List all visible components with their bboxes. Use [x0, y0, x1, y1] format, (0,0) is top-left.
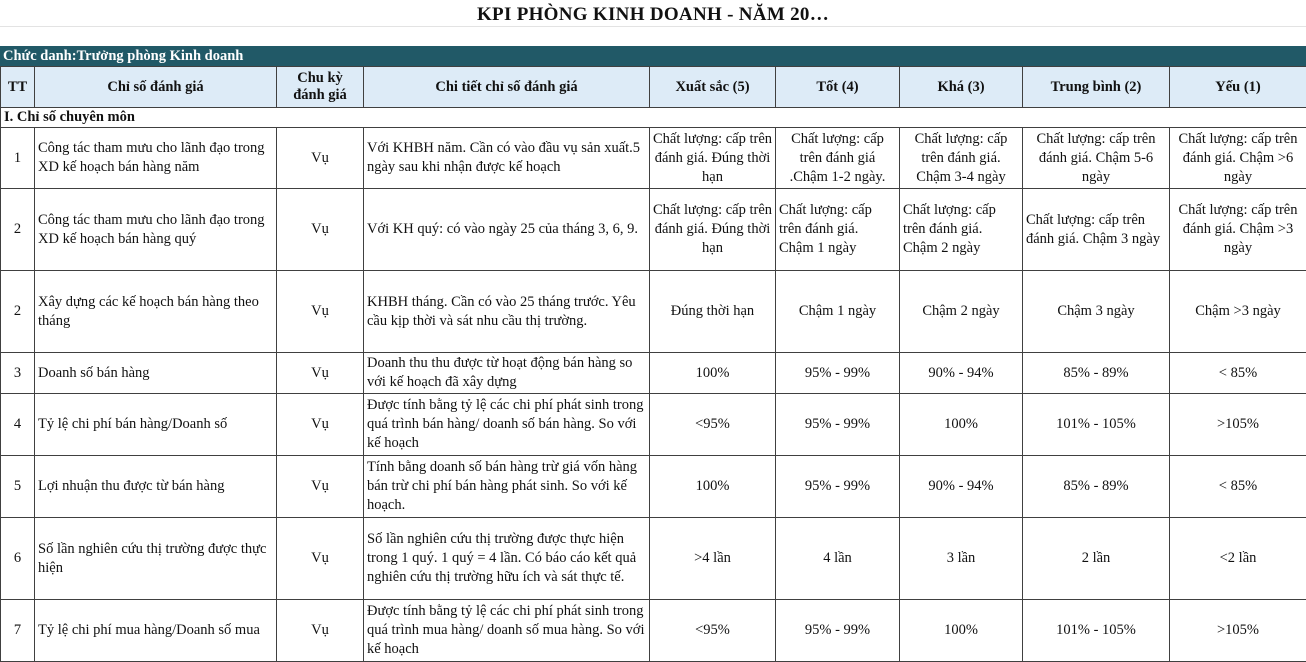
row-excellent: 100% — [650, 456, 776, 518]
row-fair: Chậm 2 ngày — [900, 271, 1023, 353]
row-cycle: Vụ — [277, 189, 364, 271]
row-average: 85% - 89% — [1023, 353, 1170, 394]
row-cycle: Vụ — [277, 600, 364, 662]
row-good: 95% - 99% — [776, 353, 900, 394]
row-tt: 1 — [1, 128, 35, 189]
page-title: KPI PHÒNG KINH DOANH - NĂM 20… — [0, 0, 1306, 30]
row-average: 101% - 105% — [1023, 394, 1170, 456]
table-row — [1, 189, 1306, 271]
row-tt: 4 — [1, 394, 35, 456]
row-fair: 90% - 94% — [900, 353, 1023, 394]
header-row — [1, 67, 1306, 108]
row-detail: Doanh thu thu được từ hoạt động bán hàng so với kế hoạch đã xây dựng — [364, 353, 650, 394]
row-criteria: Xây dựng các kế hoạch bán hàng theo tháng — [35, 271, 277, 353]
row-fair: Chất lượng: cấp trên đánh giá. Chậm 2 ngày — [900, 189, 1023, 271]
row-criteria: Doanh số bán hàng — [35, 353, 277, 394]
row-weak: >105% — [1170, 394, 1306, 456]
row-average: 101% - 105% — [1023, 600, 1170, 662]
row-weak: Chất lượng: cấp trên đánh giá. Chậm >3 ngày — [1170, 189, 1306, 271]
row-detail: KHBH tháng. Cần có vào 25 tháng trước. Yêu cầu kịp thời và sát nhu cầu thị trường. — [364, 271, 650, 353]
row-good: Chất lượng: cấp trên đánh giá. Chậm 1 ngày — [776, 189, 900, 271]
table-row — [1, 518, 1306, 600]
row-tt: 7 — [1, 600, 35, 662]
row-criteria: Công tác tham mưu cho lãnh đạo trong XD kế hoạch bán hàng năm — [35, 128, 277, 189]
row-tt: 5 — [1, 456, 35, 518]
row-criteria: Tỷ lệ chi phí mua hàng/Doanh số mua — [35, 600, 277, 662]
table-row — [1, 394, 1306, 456]
row-good: 95% - 99% — [776, 456, 900, 518]
row-weak: <2 lần — [1170, 518, 1306, 600]
row-detail: Tính bằng doanh số bán hàng trừ giá vốn hàng bán trừ chi phí bán hàng phát sinh. So với kế hoạch. — [364, 456, 650, 518]
header-criteria: Chỉ số đánh giá — [35, 67, 277, 108]
row-average: 2 lần — [1023, 518, 1170, 600]
row-tt: 3 — [1, 353, 35, 394]
row-criteria: Lợi nhuận thu được từ bán hàng — [35, 456, 277, 518]
header-excellent: Xuất sắc (5) — [650, 67, 776, 108]
row-average: Chất lượng: cấp trên đánh giá. Chậm 5-6 ngày — [1023, 128, 1170, 189]
row-good: 95% - 99% — [776, 394, 900, 456]
row-weak: < 85% — [1170, 353, 1306, 394]
row-good: Chậm 1 ngày — [776, 271, 900, 353]
row-weak: < 85% — [1170, 456, 1306, 518]
section-row — [1, 108, 1306, 128]
header-fair: Khá (3) — [900, 67, 1023, 108]
row-fair: 3 lần — [900, 518, 1023, 600]
table-row — [1, 456, 1306, 518]
row-cycle: Vụ — [277, 394, 364, 456]
row-weak: >105% — [1170, 600, 1306, 662]
row-excellent: Đúng thời hạn — [650, 271, 776, 353]
row-average: Chất lượng: cấp trên đánh giá. Chậm 3 ngày — [1023, 189, 1170, 271]
row-average: Chậm 3 ngày — [1023, 271, 1170, 353]
row-criteria: Tỷ lệ chi phí bán hàng/Doanh số — [35, 394, 277, 456]
row-weak: Chất lượng: cấp trên đánh giá. Chậm >6 ngày — [1170, 128, 1306, 189]
section-title: I. Chỉ số chuyên môn — [1, 108, 1306, 128]
row-excellent: 100% — [650, 353, 776, 394]
row-cycle: Vụ — [277, 271, 364, 353]
header-cycle: Chu kỳ đánh giá — [277, 67, 364, 108]
row-tt: 6 — [1, 518, 35, 600]
row-cycle: Vụ — [277, 353, 364, 394]
row-good: 95% - 99% — [776, 600, 900, 662]
table-row — [1, 128, 1306, 189]
table-row — [1, 271, 1306, 353]
row-good: 4 lần — [776, 518, 900, 600]
role-banner: Chức danh:Trưởng phòng Kinh doanh — [0, 46, 1306, 66]
table-row — [1, 600, 1306, 662]
header-average: Trung bình (2) — [1023, 67, 1170, 108]
header-detail: Chi tiết chỉ số đánh giá — [364, 67, 650, 108]
kpi-table — [0, 66, 1306, 662]
row-criteria: Số lần nghiên cứu thị trường được thực hiện — [35, 518, 277, 600]
header-tt: TT — [1, 67, 35, 108]
row-cycle: Vụ — [277, 128, 364, 189]
row-fair: Chất lượng: cấp trên đánh giá. Chậm 3-4 ngày — [900, 128, 1023, 189]
header-good: Tốt (4) — [776, 67, 900, 108]
row-detail: Với KHBH năm. Cần có vào đầu vụ sản xuất.5 ngày sau khi nhận được kế hoạch — [364, 128, 650, 189]
row-excellent: <95% — [650, 394, 776, 456]
row-tt: 2 — [1, 189, 35, 271]
row-weak: Chậm >3 ngày — [1170, 271, 1306, 353]
row-detail: Được tính bằng tỷ lệ các chi phí phát sinh trong quá trình mua hàng/ doanh số mua hàng. So với kế hoạch — [364, 600, 650, 662]
table-row — [1, 353, 1306, 394]
row-good: Chất lượng: cấp trên đánh giá .Chậm 1-2 ngày. — [776, 128, 900, 189]
row-cycle: Vụ — [277, 456, 364, 518]
row-average: 85% - 89% — [1023, 456, 1170, 518]
row-fair: 90% - 94% — [900, 456, 1023, 518]
header-weak: Yếu (1) — [1170, 67, 1306, 108]
row-tt: 2 — [1, 271, 35, 353]
row-fair: 100% — [900, 394, 1023, 456]
row-excellent: Chất lượng: cấp trên đánh giá. Đúng thời hạn — [650, 189, 776, 271]
row-detail: Với KH quý: có vào ngày 25 của tháng 3, 6, 9. — [364, 189, 650, 271]
row-fair: 100% — [900, 600, 1023, 662]
row-excellent: >4 lần — [650, 518, 776, 600]
row-detail: Được tính bằng tỷ lệ các chi phí phát sinh trong quá trình bán hàng/ doanh số bán hàng. So với kế hoạch — [364, 394, 650, 456]
row-excellent: Chất lượng: cấp trên đánh giá. Đúng thời hạn — [650, 128, 776, 189]
row-detail: Số lần nghiên cứu thị trường được thực hiện trong 1 quý. 1 quý = 4 lần. Có báo cáo kết quả nghiên cứu thị trường hữu ích và sát thực tế. — [364, 518, 650, 600]
row-cycle: Vụ — [277, 518, 364, 600]
row-excellent: <95% — [650, 600, 776, 662]
row-criteria: Công tác tham mưu cho lãnh đạo trong XD kế hoạch bán hàng quý — [35, 189, 277, 271]
